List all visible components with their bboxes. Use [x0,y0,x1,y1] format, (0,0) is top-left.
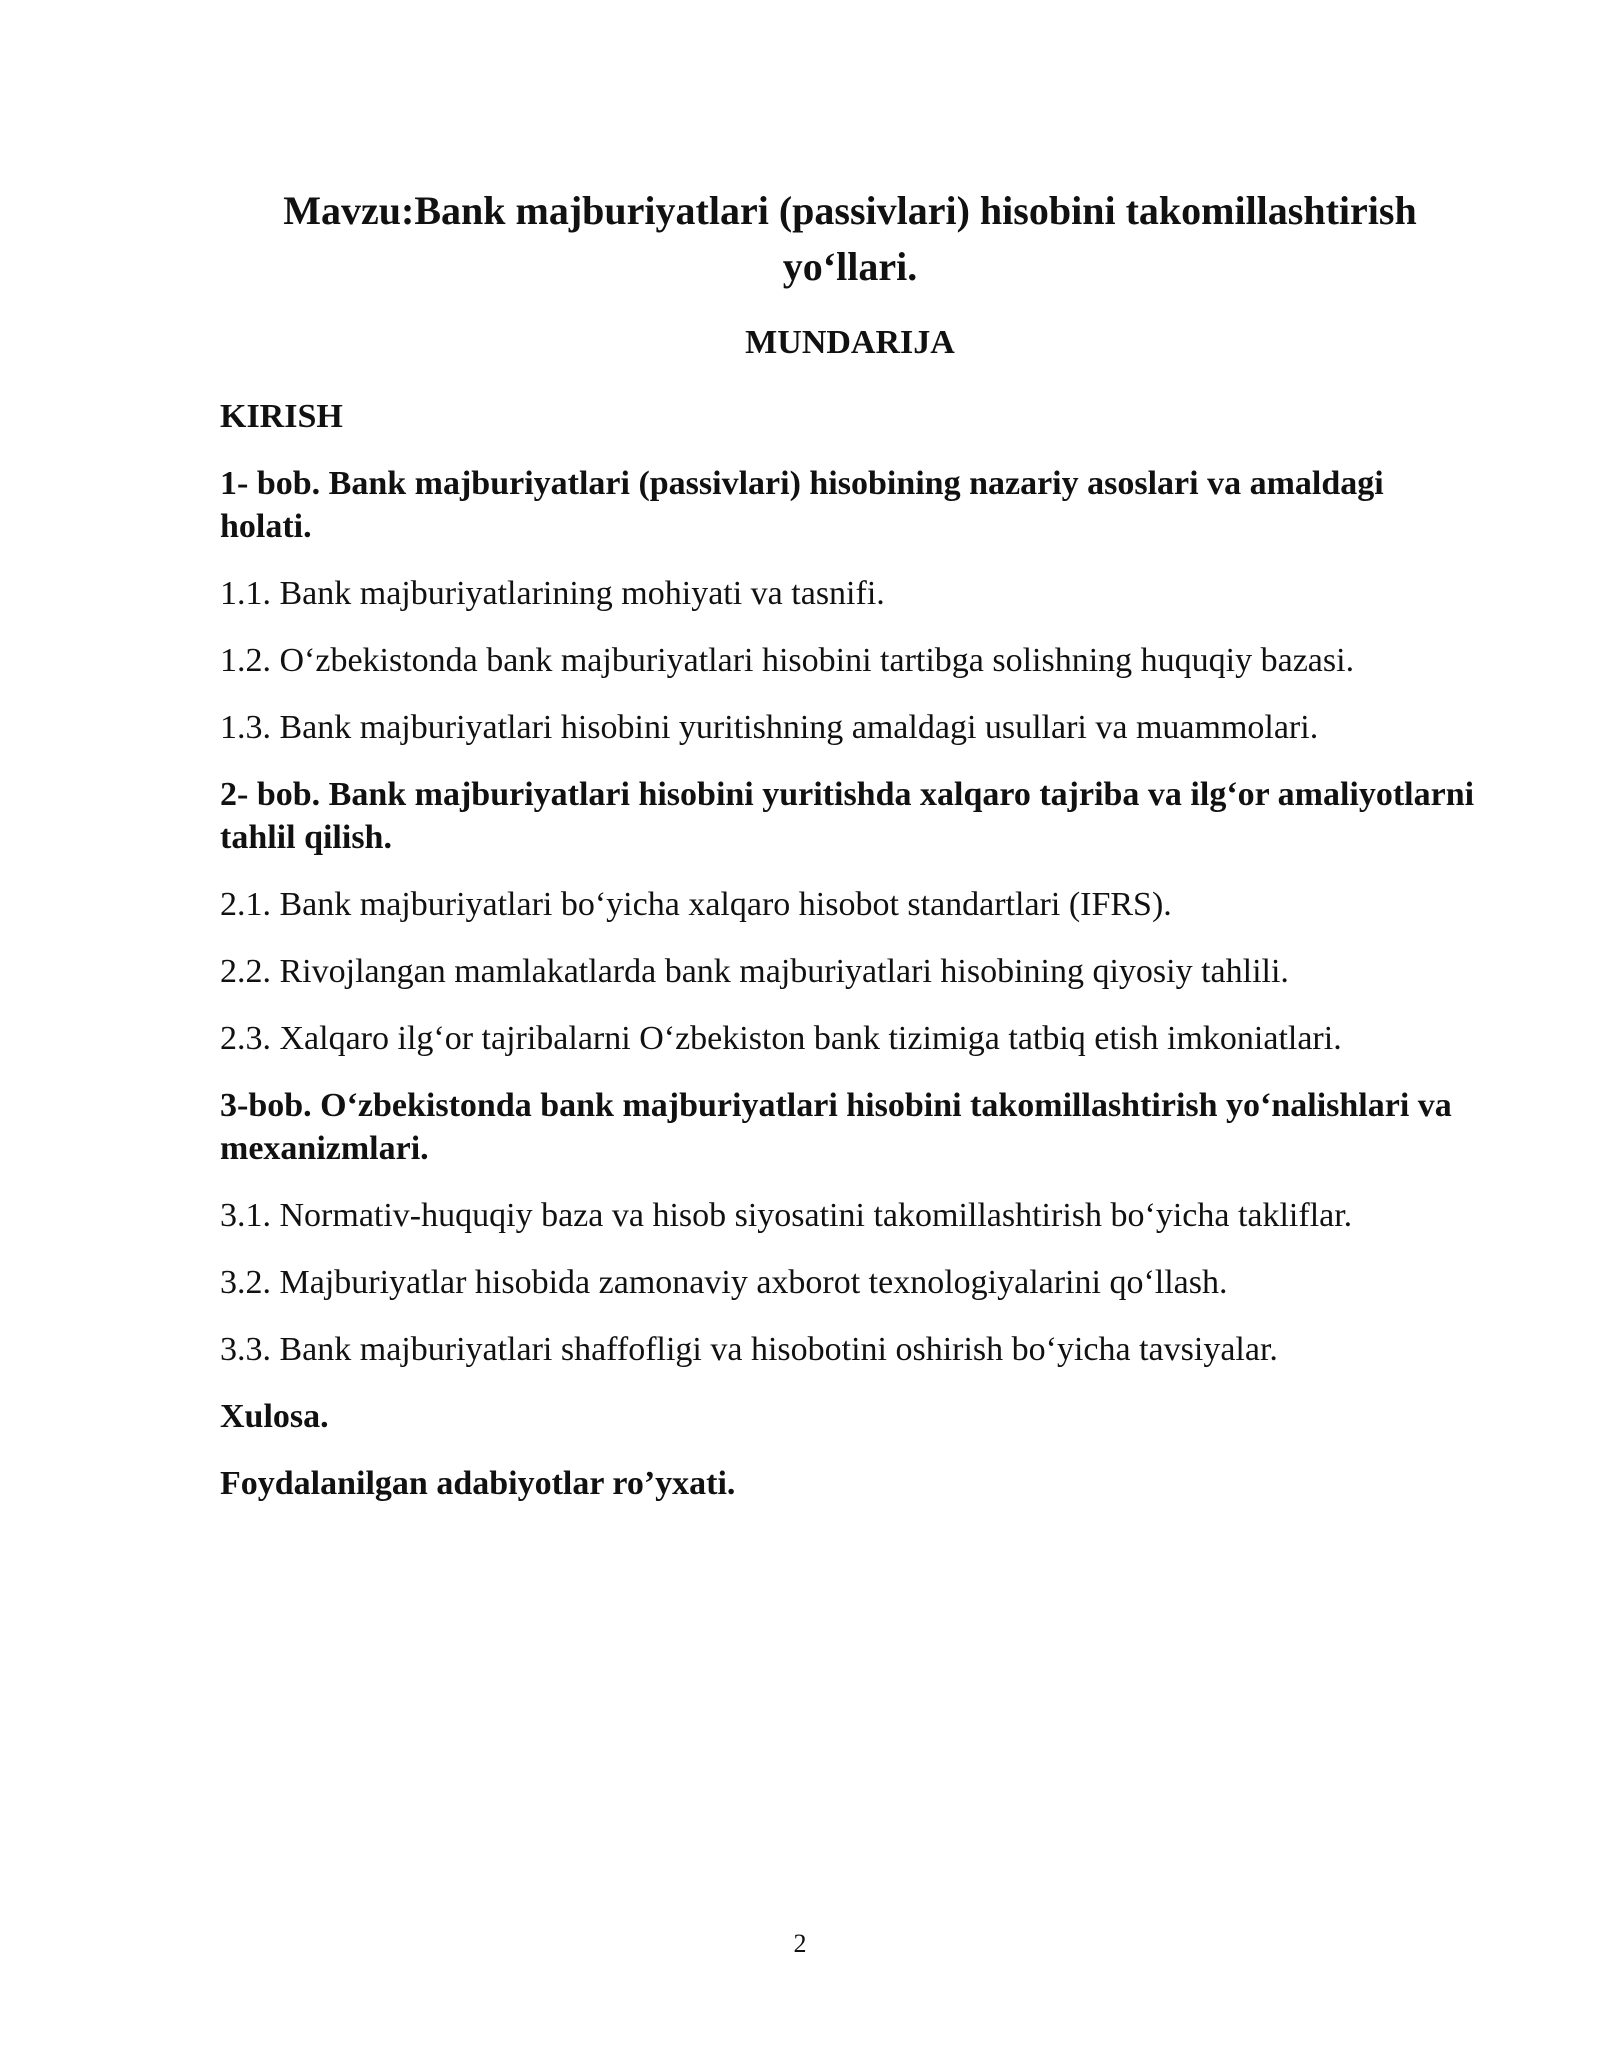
toc-entry-chapter-1: 1- bob. Bank majburiyatlari (passivlari) hisobining nazariy asoslari va amaldagi holati. [220,465,1384,545]
toc-entry-chapter-2: 2- bob. Bank majburiyatlari hisobini yuritishda xalqaro tajriba va ilg‘or amaliyotlarni tahlil qilish. [220,776,1475,856]
toc-entry-section-3-3: 3.3. Bank majburiyatlari shaffofligi va hisobotini oshirish bo‘yicha tavsiyalar. [220,1331,1278,1368]
toc-entry-references: Foydalanilgan adabiyotlar ro’yxati. [220,1465,736,1502]
toc-entry-section-2-1: 2.1. Bank majburiyatlari bo‘yicha xalqaro hisobot standartlari (IFRS). [220,886,1172,923]
toc-entry-section-3-1: 3.1. Normativ-huquqiy baza va hisob siyosatini takomillashtirish bo‘yicha takliflar. [220,1197,1353,1234]
toc-entry-section-1-3: 1.3. Bank majburiyatlari hisobini yuritishning amaldagi usullari va muammolari. [220,709,1319,746]
toc-entry-section-2-3: 2.3. Xalqaro ilg‘or tajribalarni O‘zbekiston bank tizimiga tatbiq etish imkoniatlari. [220,1020,1342,1057]
toc-entry-section-3-2: 3.2. Majburiyatlar hisobida zamonaviy axborot texnologiyalarini qo‘llash. [220,1264,1228,1301]
toc-entry-section-1-1: 1.1. Bank majburiyatlarining mohiyati va tasnifi. [220,575,885,612]
toc-entry-section-1-2: 1.2. O‘zbekistonda bank majburiyatlari hisobini tartibga solishning huquqiy bazasi. [220,642,1355,679]
page-number: 2 [793,1929,807,1958]
toc-entry-section-2-2: 2.2. Rivojlangan mamlakatlarda bank majburiyatlari hisobining qiyosiy tahlili. [220,953,1289,990]
toc-entry-conclusion: Xulosa. [220,1398,329,1435]
toc-entry-introduction: KIRISH [220,398,343,435]
toc-entry-chapter-3: 3-bob. O‘zbekistonda bank majburiyatlari hisobini takomillashtirish yo‘nalishlari va mexanizmlari. [220,1087,1452,1167]
table-of-contents [220,395,1480,1529]
document-title: Mavzu:Bank majburiyatlari (passivlari) hisobini takomillashtirish yo‘llari. [283,188,1417,289]
toc-heading: MUNDARIJA [745,324,955,361]
